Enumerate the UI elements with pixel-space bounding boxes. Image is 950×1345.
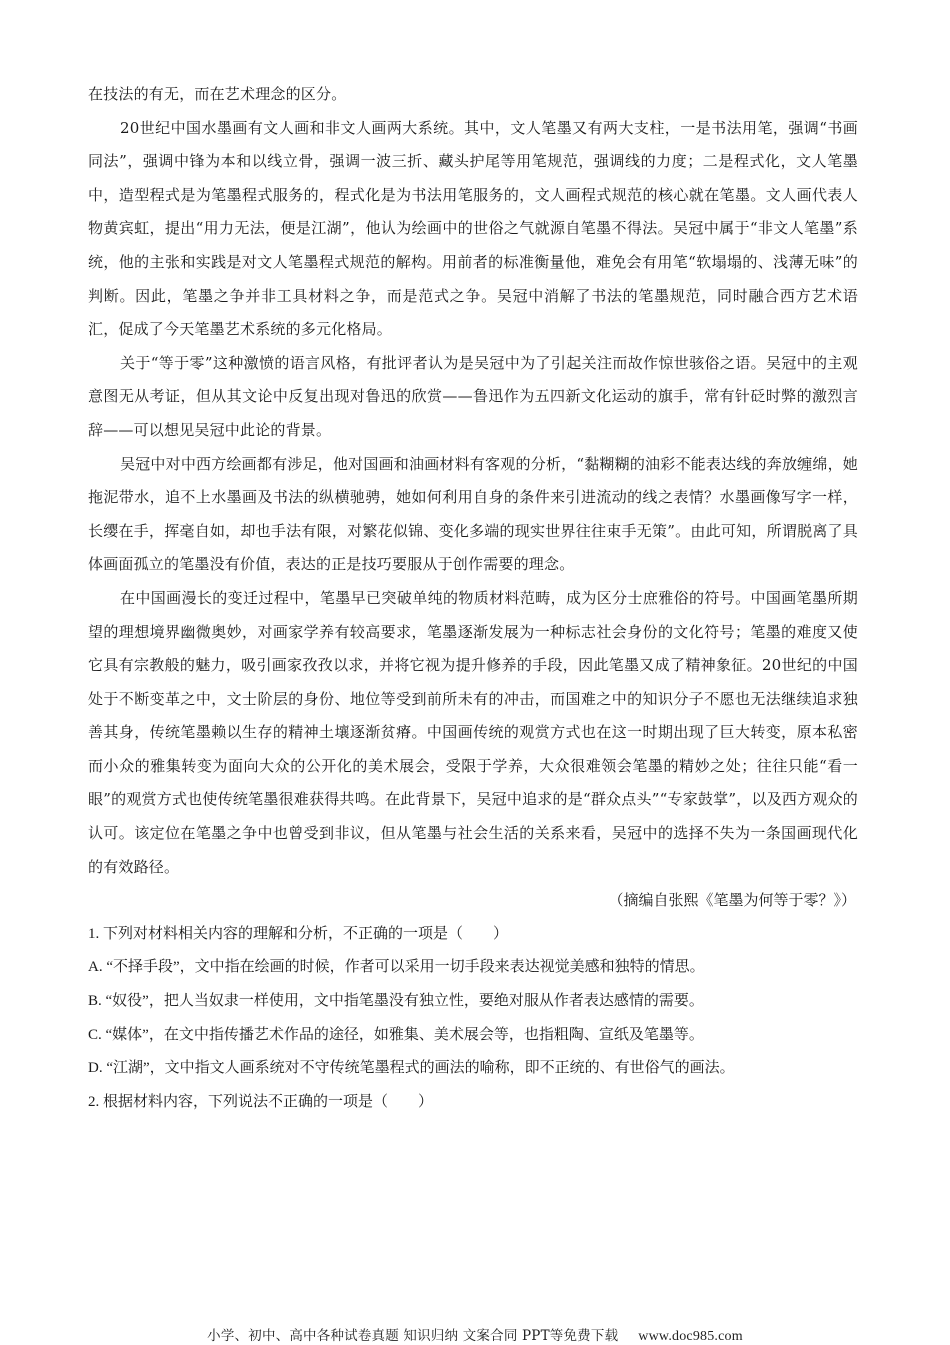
footer-text: 小学、初中、高中各种试卷真题 知识归纳 文案合同 PPT等免费下载 <box>207 1328 619 1344</box>
question-stem: 2. 根据材料内容，下列说法不正确的一项是（ ） <box>88 1093 434 1110</box>
option-c: C. “媒体”，在文中指传播艺术作品的途径，如雅集、美术展会等，也指粗陶、宣纸及笔墨等。 <box>88 1026 704 1043</box>
option-b: B. “奴役”，把人当奴隶一样使用，文中指笔墨没有独立性，要绝对服从作者表达感情的需要。 <box>88 993 704 1010</box>
paragraph-4: 吴冠中对中西方绘画都有涉足，他对国画和油画材料有客观的分析，“黏糊糊的油彩不能表达线的奔放缠绵，她拖泥带水，追不上水墨画及书法的纵横驰骋，她如何利用自身的条件来引进流动的线之表情？水墨画像写字一样，长缨在手，挥毫自如，却也手法有限，对繁花似锦、变化多端的现实世界往往束手无策”。由此可知，所谓脱离了具体画面孤立的笔墨没有价值，表达的正是技巧要服从于创作需要的理念。 <box>88 454 858 574</box>
question-2 <box>88 1086 858 1120</box>
question-1 <box>88 918 858 1086</box>
document-page <box>88 78 858 1119</box>
footer-site-link[interactable]: www.doc985.com <box>638 1329 743 1344</box>
paragraph-5: 在中国画漫长的变迁过程中，笔墨早已突破单纯的物质材料范畴，成为区分士庶雅俗的符号。中国画笔墨所期望的理想境界幽微奥妙，对画家学养有较高要求，笔墨逐渐发展为一种标志社会身份的文化符号；笔墨的难度又使它具有宗教般的魅力，吸引画家孜孜以求，并将它视为提升修养的手段，因此笔墨又成了精神象征。20世纪的中国处于不断变革之中，文士阶层的身份、地位等受到前所未有的冲击，而国难之中的知识分子不愿也无法继续追求独善其身，传统笔墨赖以生存的精神土壤逐渐贫瘠。中国画传统的观赏方式也在这一时期出现了巨大转变，原本私密而小众的雅集转变为面向大众的公开化的美术展会，受限于学养，大众很难领会笔墨的精妙之处；往往只能“看一眼”的观赏方式也使传统笔墨很难获得共鸣。在此背景下，吴冠中追求的是“群众点头”“专家鼓掌”，以及西方观众的认可。该定位在笔墨之争中也曾受到非议，但从笔墨与社会生活的关系来看，吴冠中的选择不失为一条国画现代化的有效路径。 <box>88 588 858 876</box>
paragraph-3: 关于“等于零”这种激愤的语言风格，有批评者认为是吴冠中为了引起关注而故作惊世骇俗之语。吴冠中的主观意图无从考证，但从其文论中反复出现对鲁迅的欣赏——鲁迅作为五四新文化运动的旗手，常有针砭时弊的激烈言辞——可以想见吴冠中此论的背景。 <box>88 353 858 439</box>
article-body <box>88 78 858 918</box>
page-footer <box>0 1324 950 1345</box>
article-source: （摘编自张熙《笔墨为何等于零？》） <box>608 891 856 910</box>
paragraph-1: 在技法的有无，而在艺术理念的区分。 <box>88 85 347 103</box>
question-stem: 1. 下列对材料相关内容的理解和分析，不正确的一项是（ ） <box>88 925 509 942</box>
paragraph-2: 20世纪中国水墨画有文人画和非文人画两大系统。其中，文人笔墨又有两大支柱，一是书法用笔，强调“书画同法”，强调中锋为本和以线立骨，强调一波三折、藏头护尾等用笔规范，强调线的力度；二是程式化，文人笔墨中，造型程式是为笔墨程式服务的，程式化是为书法用笔服务的，文人画程式规范的核心就在笔墨。文人画代表人物黄宾虹，提出“用力无法，便是江湖”，他认为绘画中的世俗之气就源自笔墨不得法。吴冠中属于“非文人笔墨”系统，他的主张和实践是对文人笔墨程式规范的解构。用前者的标准衡量他，难免会有用笔“软塌塌的、浅薄无味”的判断。因此，笔墨之争并非工具材料之争，而是范式之争。吴冠中消解了书法的笔墨规范，同时融合西方艺术语汇，促成了今天笔墨艺术系统的多元化格局。 <box>88 118 858 339</box>
option-d: D. “江湖”，文中指文人画系统对不守传统笔墨程式的画法的喻称，即不正统的、有世俗气的画法。 <box>88 1060 735 1077</box>
option-a: A. “不择手段”，文中指在绘画的时候，作者可以采用一切手段来表达视觉美感和独特的情思。 <box>88 959 705 976</box>
